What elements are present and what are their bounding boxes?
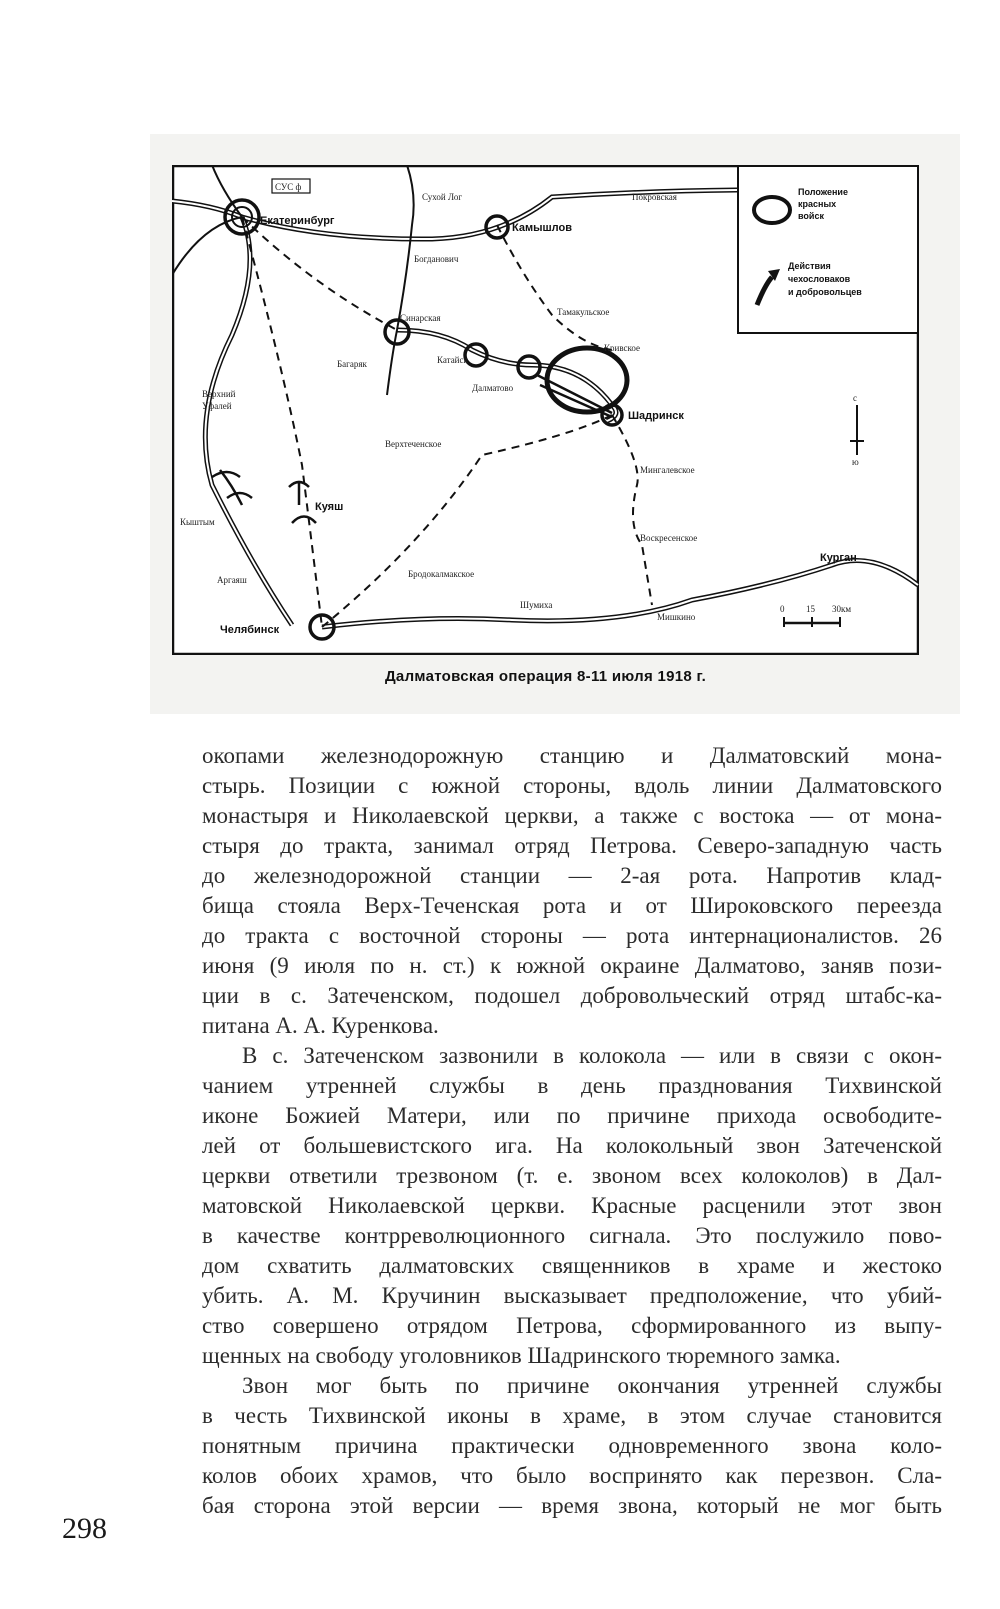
scale-label-30: 30км [832,604,852,614]
legend-red-line-2: красных [798,199,837,209]
text-line: до железнодорожной станции — 2-ая рота. Напротив клад- [202,863,942,888]
text-line: колов обоих храмов, что было воспринято как перезвон. Сла- [202,1463,942,1488]
text-line: бища стояла Верх-Теченская рота и от Широковского переезда [202,893,942,918]
map-label-kamyshlov: Камышлов [512,222,572,234]
map-label-mingalevskoe: Мингалевское [640,465,695,475]
text-line: питана А. А. Куренкова. [202,1013,439,1038]
campaign-map [172,165,919,655]
map-label-bagaryak: Багаряк [337,359,367,369]
compass-north: с [853,393,857,403]
map-label-sys: СУС ф [275,182,302,192]
map-label-kataisk: Катайск [437,355,468,365]
map-label-sukhoi-log: Сухой Лог [422,192,463,202]
text-line: до тракта с восточной стороны — рота интернационалистов. 26 [202,923,942,948]
map-label-voskresenskoe: Воскресенское [640,533,698,543]
map-label-dalmatovo: Далматово [472,383,514,393]
text-line: Звон мог быть по причине окончания утренней службы [242,1373,942,1398]
legend-white-line-1: Действия [788,261,831,271]
map-label-shumikha: Шумиха [520,600,553,610]
text-line: В с. Затеченском зазвонили в колокола — или в связи с окон- [242,1043,942,1068]
map-label-brodokalmakskoe: Бродокалмакское [408,569,475,579]
text-line: лей от большевистского ига. На колокольный звон Затеченской [202,1133,942,1158]
map-legend [738,166,918,333]
map-label-kuyash: Куяш [315,501,344,513]
map-label-sinarskaya: Синарская [400,313,441,323]
map-label-kyshtym: Кыштым [180,517,215,527]
map-label-chelyabinsk: Челябинск [220,624,280,636]
map-label-verkhtechenskoe: Верхтеченское [385,439,442,449]
text-line: церкви ответили трезвоном (т. е. звоном всех колоколов) в Дал- [202,1163,942,1188]
map-label-mishkino: Мишкино [657,612,696,622]
body-text [202,741,942,1521]
text-line: в качестве контрреволюционного сигнала. Это послужило пово- [202,1223,942,1248]
text-line: дом схватить далматовских священников в храме и жестоко [202,1253,942,1278]
text-line: иконе Божией Матери, или по причине прихода освободите- [202,1103,942,1128]
scale-label-15: 15 [806,604,815,614]
text-line: июня (9 июля по н. ст.) к южной окраине Далматово, заняв пози- [202,953,942,978]
text-line: окопами железнодорожную станцию и Далматовский мона- [202,743,942,768]
map-label-tamakulskoe: Тамакульское [557,307,610,317]
text-line: ции в с. Затеченском, подошел добровольческий отряд штабс-ка- [202,983,942,1008]
map-label-verkhnii: Верхний [202,389,236,399]
text-line: бая сторона этой версии — время звона, который не мог быть [202,1493,942,1518]
map-label-ufalei: Уфалей [202,401,232,411]
map-label-argayash: Аргаяш [217,575,247,585]
legend-red-line-3: войск [798,211,824,221]
map-label-ekaterinburg: Екатеринбург [260,215,335,227]
text-line: понятным причина практически одновременного звона коло- [202,1433,942,1458]
legend-white-line-3: и добровольцев [788,287,862,297]
text-line: стыря до тракта, занимал отряд Петрова. Северо-западную часть [202,833,942,858]
text-line: стырь. Позиции с южной стороны, вдоль линии Далматовского [202,773,942,798]
map-label-shadrinsk: Шадринск [628,410,684,422]
compass-south: ю [852,457,859,467]
text-line: чанием утренней службы в день празднования Тихвинской [202,1073,942,1098]
legend-red-line-1: Положение [798,187,848,197]
text-line: щенных на свободу уголовников Шадринского тюремного замка. [202,1343,841,1368]
legend-white-line-2: чехословаков [788,274,851,284]
map-label-krivskoe: Кривское [604,343,641,353]
map-label-pokrovskaya: Покровская [632,192,677,202]
text-line: убить. А. М. Кручинин высказывает предположение, что убий- [202,1283,942,1308]
map-label-kurgan: Курган [820,552,857,564]
text-line: в честь Тихвинской иконы в храме, в этом случае становится [202,1403,942,1428]
text-line: ство совершено отрядом Петрова, сформированного из выпу- [202,1313,942,1338]
map-label-bogdanovich: Богданович [414,254,459,264]
scale-label-0: 0 [780,604,785,614]
text-line: матовской Николаевской церкви. Красные расценили этот звон [202,1193,942,1218]
figure-caption: Далматовская операция 8-11 июля 1918 г. [384,668,707,685]
page-number: 298 [62,1512,107,1545]
text-line: монастыря и Николаевской церкви, а также с востока — от мона- [202,803,942,828]
